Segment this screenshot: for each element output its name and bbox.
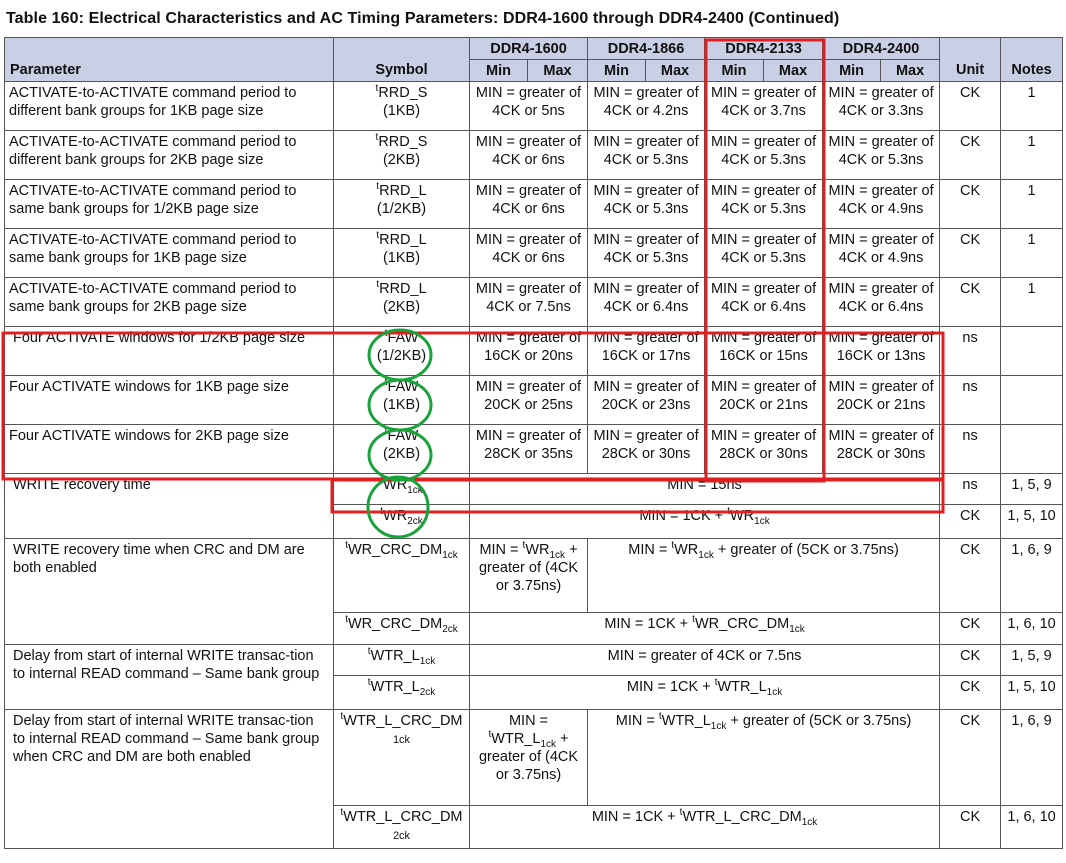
value-ddr4-2400: MIN = greater of 4CK or 3.3ns [823,82,940,131]
value-all-speeds: MIN = $1CK + ^tWTR\_L\_CRC\_DM_{1ck}$ [470,806,940,849]
unit-cell: ns [940,327,1001,376]
value-ddr4-2133: MIN = greater of 4CK or 5.3ns [705,180,823,229]
value-ddr4-2133: MIN = greater of 4CK or 5.3ns [705,131,823,180]
value-ddr4-1600: MIN = $^tWR_{1ck}$ + greater of (4CK or 3.75ns) [470,539,588,613]
value-ddr4-1600: MIN = greater of 28CK or 35ns [470,425,588,474]
value-ddr4-1866: MIN = greater of 16CK or 17ns [588,327,705,376]
parameter-cell: ACTIVATE-to-ACTIVATE command period to same bank groups for 2KB page size [5,278,334,327]
notes-cell: 1, 5, 9 [1001,645,1063,676]
col-header-min: Min [470,60,528,82]
timing-table [4,37,1063,849]
parameter-cell: Four ACTIVATE windows for 1KB page size [5,376,334,425]
header-row-speed [5,38,1063,60]
table-row [5,327,1063,376]
value-ddr4-2133: MIN = greater of 20CK or 21ns [705,376,823,425]
unit-cell: CK [940,131,1001,180]
value-all-speeds: MIN = 15ns [470,474,940,505]
unit-cell: CK [940,613,1001,645]
col-header-ddr4-1600: DDR4-1600 [470,38,588,60]
value-ddr4-2400: MIN = greater of 28CK or 30ns [823,425,940,474]
table-row [5,425,1063,474]
value-ddr4-2400: MIN = greater of 16CK or 13ns [823,327,940,376]
symbol-cell: $^t$FAW (1KB) [334,376,470,425]
unit-cell: CK [940,505,1001,539]
value-ddr4-1600: MIN = greater of 4CK or 5ns [470,82,588,131]
unit-cell: ns [940,376,1001,425]
symbol-cell: $^t$FAW (1/2KB) [334,327,470,376]
parameter-cell: ACTIVATE-to-ACTIVATE command period to same bank groups for 1/2KB page size [5,180,334,229]
table-row [5,645,1063,676]
unit-cell: CK [940,180,1001,229]
value-ddr4-1600: MIN = greater of 4CK or 6ns [470,180,588,229]
symbol-cell: $^t$RRD_L (2KB) [334,278,470,327]
symbol-cell: $^t$WTR_L_CRC_DM 1ck [334,710,470,806]
parameter-cell: Delay from start of internal WRITE transac-tion to internal READ command – Same bank group [5,645,334,710]
table-title: Table 160: Electrical Characteristics and AC Timing Parameters: DDR4-1600 through DDR4-2400 (Continued) [6,10,840,27]
notes-cell: 1, 6, 10 [1001,806,1063,849]
col-header-notes: Notes [1001,38,1063,82]
value-all-speeds: MIN = greater of 4CK or 7.5ns [470,645,940,676]
table-row [5,278,1063,327]
table-row [5,474,1063,505]
table-row [5,131,1063,180]
col-header-max: Max [646,60,705,82]
col-header-min: Min [588,60,646,82]
value-ddr4-2133: MIN = greater of 16CK or 15ns [705,327,823,376]
notes-cell: 1 [1001,229,1063,278]
value-ddr4-1600: MIN = greater of 4CK or 7.5ns [470,278,588,327]
table-row [5,82,1063,131]
symbol-cell: $^tWR_{1ck}$ [334,474,470,505]
symbol-cell: $^t$RRD_S (1KB) [334,82,470,131]
value-ddr4-1866: MIN = greater of 4CK or 6.4ns [588,278,705,327]
symbol-cell: $^t$WTR_L_CRC_DM 2ck [334,806,470,849]
unit-cell: CK [940,806,1001,849]
symbol-cell: $^tWR_{2ck}$ [334,505,470,539]
value-ddr4-1866: MIN = greater of 4CK or 4.2ns [588,82,705,131]
symbol-cell: $^t$RRD_L (1/2KB) [334,180,470,229]
value-ddr4-2400: MIN = greater of 4CK or 4.9ns [823,180,940,229]
unit-cell: ns [940,474,1001,505]
value-ddr4-1866-2400: MIN = $^tWR_{1ck}$ + greater of (5CK or 3.75ns) [588,539,940,613]
notes-cell [1001,376,1063,425]
parameter-cell: Four ACTIVATE windows for 1/2KB page size [5,327,334,376]
value-ddr4-1866-2400: MIN = $^tWTR\_L_{1ck}$ + greater of (5CK or 3.75ns) [588,710,940,806]
value-ddr4-1866: MIN = greater of 4CK or 5.3ns [588,180,705,229]
col-header-max: Max [764,60,823,82]
value-ddr4-1866: MIN = greater of 4CK or 5.3ns [588,131,705,180]
symbol-cell: $^tWR\_CRC\_DM_{1ck}$ [334,539,470,613]
parameter-cell: WRITE recovery time when CRC and DM are both enabled [5,539,334,645]
parameter-cell: ACTIVATE-to-ACTIVATE command period to same bank groups for 1KB page size [5,229,334,278]
value-ddr4-2133: MIN = greater of 4CK or 3.7ns [705,82,823,131]
col-header-max: Max [528,60,588,82]
symbol-cell: $^t$FAW (2KB) [334,425,470,474]
col-header-min: Min [705,60,764,82]
unit-cell: CK [940,278,1001,327]
value-ddr4-2400: MIN = greater of 4CK or 5.3ns [823,131,940,180]
value-ddr4-1866: MIN = greater of 28CK or 30ns [588,425,705,474]
parameter-cell: WRITE recovery time [5,474,334,539]
value-ddr4-1866: MIN = greater of 20CK or 23ns [588,376,705,425]
notes-cell: 1 [1001,82,1063,131]
table-row [5,229,1063,278]
notes-cell: 1, 5, 10 [1001,505,1063,539]
value-ddr4-1600: MIN = greater of 16CK or 20ns [470,327,588,376]
col-header-parameter: Parameter [5,38,334,82]
notes-cell: 1 [1001,278,1063,327]
unit-cell: CK [940,710,1001,806]
symbol-cell: $^tWR\_CRC\_DM_{2ck}$ [334,613,470,645]
value-ddr4-1866: MIN = greater of 4CK or 5.3ns [588,229,705,278]
notes-cell: 1, 6, 10 [1001,613,1063,645]
col-header-min: Min [823,60,881,82]
value-ddr4-1600: MIN = greater of 20CK or 25ns [470,376,588,425]
table-row [5,180,1063,229]
unit-cell: CK [940,676,1001,710]
value-all-speeds: MIN = $1CK + ^tWR_{1ck}$ [470,505,940,539]
value-ddr4-2133: MIN = greater of 4CK or 5.3ns [705,229,823,278]
notes-cell [1001,327,1063,376]
symbol-cell: $^tWTR\_L_{1ck}$ [334,645,470,676]
col-header-ddr4-1866: DDR4-1866 [588,38,705,60]
table-row [5,710,1063,806]
value-ddr4-2133: MIN = greater of 28CK or 30ns [705,425,823,474]
value-ddr4-2400: MIN = greater of 4CK or 6.4ns [823,278,940,327]
value-ddr4-2400: MIN = greater of 4CK or 4.9ns [823,229,940,278]
value-ddr4-2133: MIN = greater of 4CK or 6.4ns [705,278,823,327]
notes-cell: 1, 6, 9 [1001,539,1063,613]
notes-cell [1001,425,1063,474]
table-row [5,539,1063,613]
col-header-max: Max [881,60,940,82]
value-ddr4-1600: MIN = greater of 4CK or 6ns [470,229,588,278]
value-ddr4-2400: MIN = greater of 20CK or 21ns [823,376,940,425]
unit-cell: CK [940,229,1001,278]
table-row [5,376,1063,425]
parameter-cell: Delay from start of internal WRITE transac-tion to internal READ command – Same bank group when CRC and DM are both enabled [5,710,334,849]
col-header-unit: Unit [940,38,1001,82]
value-all-speeds: MIN = $1CK + ^tWR\_CRC\_DM_{1ck}$ [470,613,940,645]
unit-cell: ns [940,425,1001,474]
parameter-cell: Four ACTIVATE windows for 2KB page size [5,425,334,474]
unit-cell: CK [940,82,1001,131]
symbol-cell: $^tWTR\_L_{2ck}$ [334,676,470,710]
notes-cell: 1, 5, 9 [1001,474,1063,505]
value-ddr4-1600: MIN = greater of 4CK or 6ns [470,131,588,180]
symbol-cell: $^t$RRD_L (1KB) [334,229,470,278]
col-header-ddr4-2133: DDR4-2133 [705,38,823,60]
symbol-cell: $^t$RRD_S (2KB) [334,131,470,180]
value-ddr4-1600: MIN = $^tWTR\_L_{1ck}$ + greater of (4CK or 3.75ns) [470,710,588,806]
parameter-cell: ACTIVATE-to-ACTIVATE command period to different bank groups for 2KB page size [5,131,334,180]
notes-cell: 1, 6, 9 [1001,710,1063,806]
col-header-symbol: Symbol [334,38,470,82]
notes-cell: 1 [1001,131,1063,180]
notes-cell: 1, 5, 10 [1001,676,1063,710]
value-all-speeds: MIN = $1CK + ^tWTR\_L_{1ck}$ [470,676,940,710]
unit-cell: CK [940,645,1001,676]
unit-cell: CK [940,539,1001,613]
col-header-ddr4-2400: DDR4-2400 [823,38,940,60]
parameter-cell: ACTIVATE-to-ACTIVATE command period to different bank groups for 1KB page size [5,82,334,131]
notes-cell: 1 [1001,180,1063,229]
